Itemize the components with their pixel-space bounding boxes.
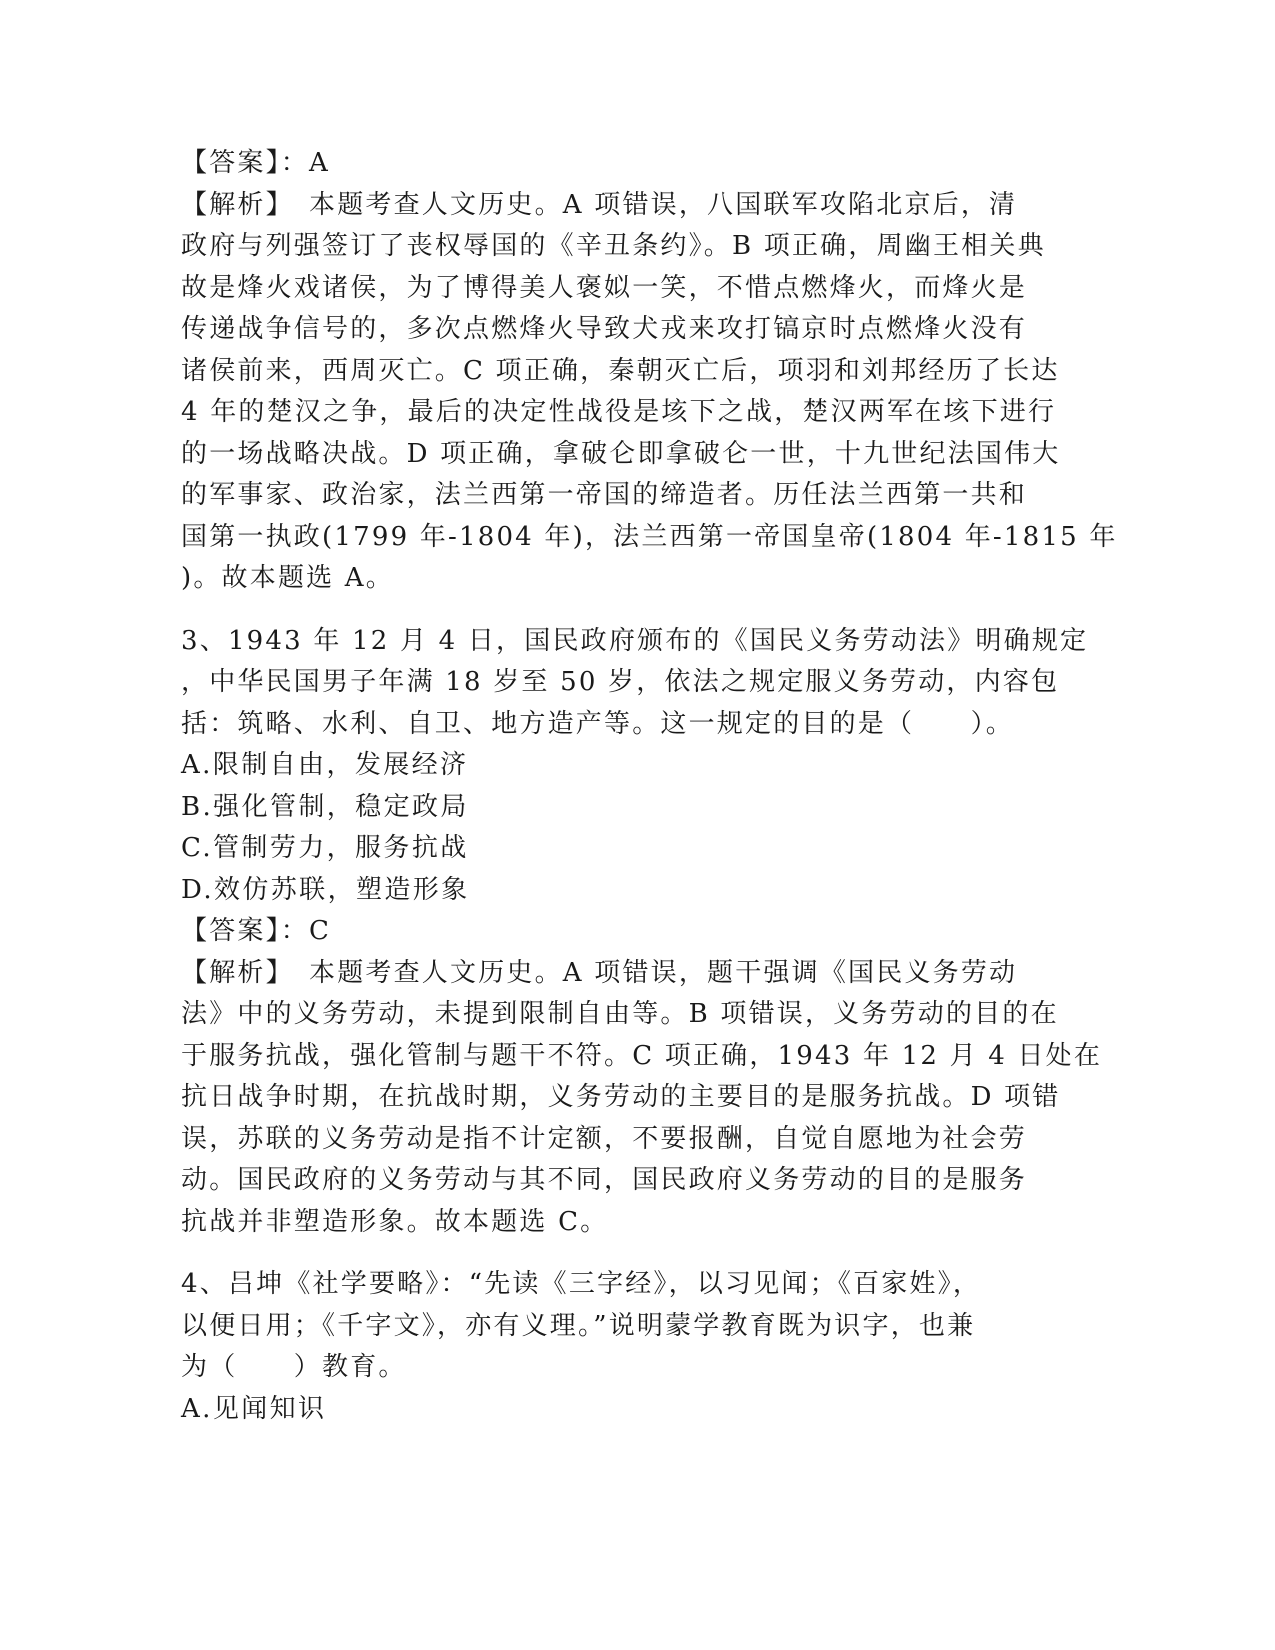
q2-analysis-line-8: 的军事家、政治家，法兰西第一帝国的缔造者。历任法兰西第一共和 bbox=[181, 480, 1028, 510]
q3-analysis-line-5: 误，苏联的义务劳动是指不计定额，不要报酬，自觉自愿地为社会劳 bbox=[181, 1123, 1028, 1154]
q3-option-c: C.管制劳力，服务抗战 bbox=[181, 833, 469, 863]
q4-stem-line-2: 以便日用；《千字文》，亦有义理。”说明蒙学教育既为识字，也兼 bbox=[181, 1310, 976, 1341]
q3-answer: 【答案】：C bbox=[181, 916, 332, 946]
q2-analysis-line-7: 的一场战略决战。D 项正确，拿破仑即拿破仑一世，十九世纪法国伟大 bbox=[181, 438, 1061, 469]
q3-analysis-line-1: 【解析】 本题考查人文历史。A 项错误，题干强调《国民义务劳动 bbox=[181, 957, 1018, 988]
q3-stem-line-1: 3、1943 年 12 月 4 日，国民政府颁布的《国民义务劳动法》明确规定 bbox=[181, 625, 1089, 656]
q2-analysis-line-6: 4 年的楚汉之争，最后的决定性战役是垓下之战，楚汉两军在垓下进行 bbox=[181, 397, 1057, 427]
document-page bbox=[181, 143, 1118, 1430]
q3-analysis-line-7: 抗战并非塑造形象。故本题选 C。 bbox=[181, 1206, 609, 1237]
q2-analysis-line-5: 诸侯前来，西周灭亡。C 项正确，秦朝灭亡后，项羽和刘邦经历了长达 bbox=[181, 355, 1060, 386]
q2-analysis-line-2: 政府与列强签订了丧权辱国的《辛丑条约》。B 项正确，周幽王相关典 bbox=[181, 231, 1046, 261]
q4-stem-line-3: 为（ ）教育。 bbox=[181, 1352, 407, 1382]
q3-stem-line-2: ，中华民国男子年满 18 岁至 50 岁，依法之规定服义务劳动，内容包 bbox=[181, 667, 1060, 697]
q2-analysis-line-9: 国第一执政(1799 年-1804 年)，法兰西第一帝国皇帝(1804 年-1815 年 bbox=[181, 521, 1118, 552]
q2-answer: 【答案】：A bbox=[181, 148, 330, 178]
q2-analysis-line-1: 【解析】 本题考查人文历史。A 项错误，八国联军攻陷北京后，清 bbox=[181, 189, 1018, 220]
paragraph-gap bbox=[181, 1243, 1051, 1264]
q3-analysis-line-4: 抗日战争时期，在抗战时期，义务劳动的主要目的是服务抗战。D 项错 bbox=[181, 1082, 1061, 1112]
q2-analysis-line-4: 传递战争信号的，多次点燃烽火导致犬戎来攻打镐京时点燃烽火没有 bbox=[181, 314, 1028, 344]
q2-analysis-line-3: 故是烽火戏诸侯，为了博得美人褒姒一笑，不惜点燃烽火，而烽火是 bbox=[181, 272, 1028, 303]
q2-analysis-line-10: )。故本题选 A。 bbox=[181, 563, 394, 593]
q3-option-a: A.限制自由，发展经济 bbox=[181, 750, 469, 780]
q3-analysis-line-6: 动。国民政府的义务劳动与其不同，国民政府义务劳动的目的是服务 bbox=[181, 1165, 1028, 1195]
q4-option-a: A.见闻知识 bbox=[181, 1393, 327, 1424]
q3-analysis-line-3: 于服务抗战，强化管制与题干不符。C 项正确，1943 年 12 月 4 日处在 bbox=[181, 1040, 1103, 1071]
q3-option-b: B.强化管制，稳定政局 bbox=[181, 791, 469, 822]
q4-stem-line-1: 4、吕坤《社学要略》：“先读《三字经》，以习见闻；《百家姓》， bbox=[181, 1269, 982, 1299]
q3-stem-line-3: 括：筑略、水利、自卫、地方造产等。这一规定的目的是（ ）。 bbox=[181, 708, 1015, 739]
q3-option-d: D.效仿苏联，塑造形象 bbox=[181, 874, 470, 905]
q3-analysis-line-2: 法》中的义务劳动，未提到限制自由等。B 项错误，义务劳动的目的在 bbox=[181, 999, 1059, 1029]
paragraph-gap bbox=[181, 600, 1051, 621]
